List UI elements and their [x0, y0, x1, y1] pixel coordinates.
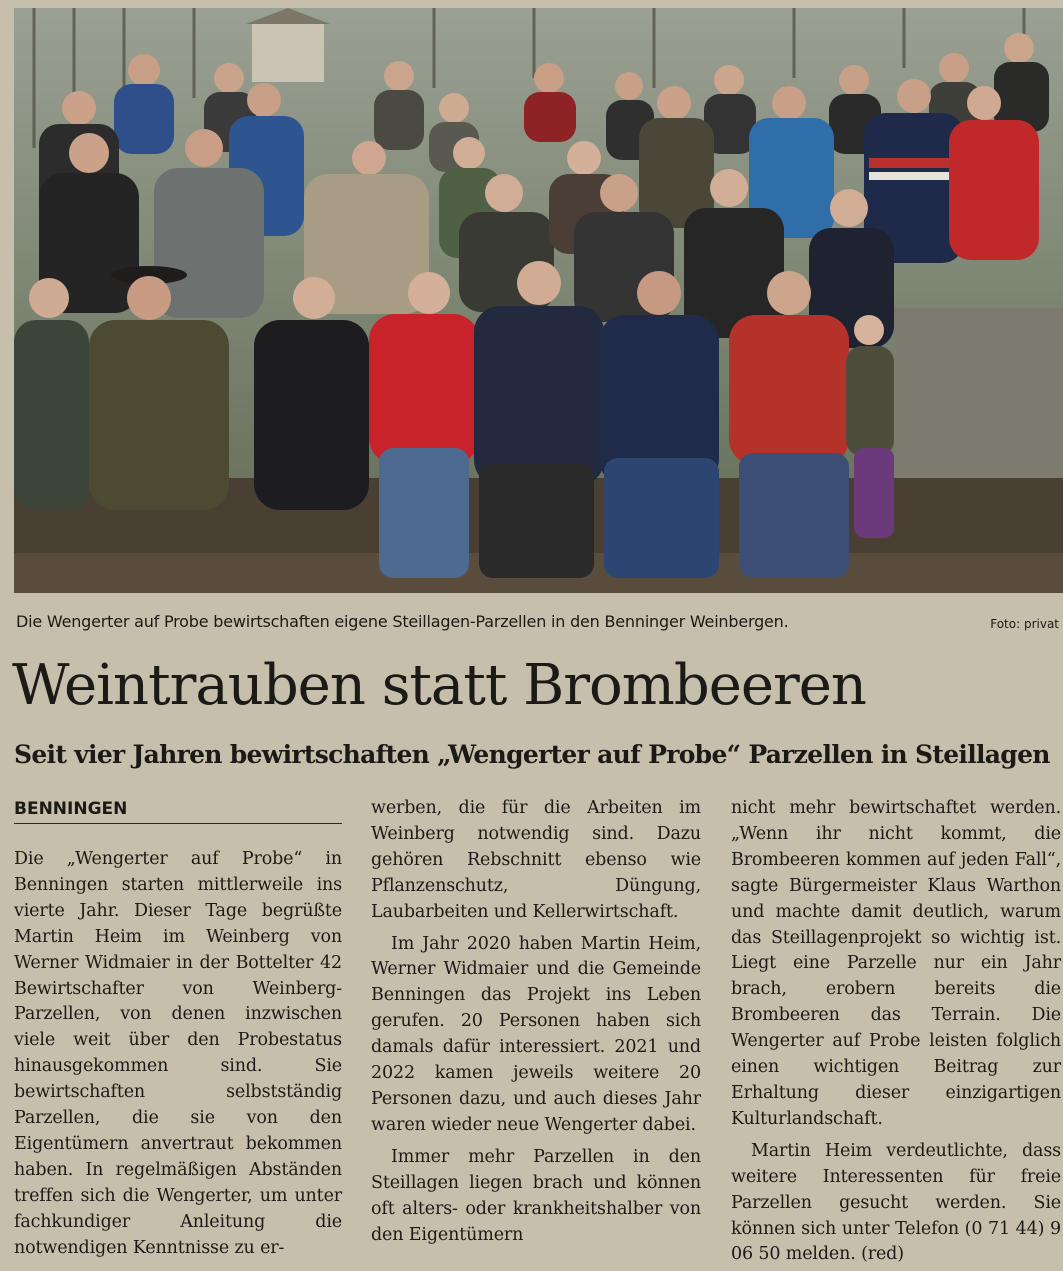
article-column-2 — [371, 796, 701, 1248]
paragraph: Martin Heim verdeutlichte, dass weitere Interessenten für freie Parzellen gesucht werden. Sie können sich unter Telefon (0 71 44) 9 06 50 melden. (red) — [731, 1140, 1061, 1265]
paragraph: Im Jahr 2020 haben Martin Heim, Werner Widmaier und die Gemeinde Benningen das Projekt ins Leben gerufen. 20 Personen haben sich damals dafür interessiert. 2021 und 2022 kamen jeweils weitere 20 Personen dazu, und auch dieses Jahr waren wieder neue Wengerter dabei. — [371, 933, 701, 1135]
group-photo-icon — [14, 8, 1063, 593]
paragraph: Die „Wengerter auf Probe“ in Benningen starten mittlerweile ins vierte Jahr. Dieser Tage begrüßte Martin Heim im Weinberg von Werner Widmaier in der Bottelter 42 Bewirtschafter von Weinberg-Parzellen, von denen inzwischen viele weit über den Probestatus hinausgekommen sind. Sie bewirtschaften selbstständig Parzellen, die sie von den Eigentümern anvertraut bekommen haben. In regelmäßigen Abständen treffen sich die Wengerter, um unter fachkundiger Anleitung die notwendigen Kenntnisse zu er- — [14, 849, 342, 1258]
group-photo — [14, 8, 1063, 593]
headline: Weintrauben statt Brombeeren — [12, 653, 866, 718]
paragraph: nicht mehr bewirtschaftet werden. „Wenn ihr nicht kommt, die Brombeeren kommen auf jeden Fall“, sagte Bürgermeister Klaus Warthon und machte damit deutlich, warum das Steillagenprojekt so wichtig ist. Liegt eine Parzelle nur ein Jahr brach, erobern bereits die Brombeeren das Terrain. Die Wengerter auf Probe leisten folglich einen wichtigen Beitrag zur Erhaltung dieser einzigartigen Kulturlandschaft. — [731, 798, 1061, 1129]
subheadline: Seit vier Jahren bewirtschaften „Wengerter auf Probe“ Parzellen in Steillagen — [14, 740, 1050, 769]
paragraph: werben, die für die Arbeiten im Weinberg notwendig sind. Dazu gehören Rebschnitt ebenso wie Pflanzenschutz, Düngung, Laubarbeiten und Kellerwirtschaft. — [371, 798, 701, 922]
article-column-1 — [14, 847, 342, 1262]
dateline: BENNINGEN — [14, 799, 342, 824]
photo-credit: Foto: privat — [990, 617, 1059, 631]
paragraph: Immer mehr Parzellen in den Steillagen liegen brach und können oft alters- oder krankheitshalber von den Eigentümern — [371, 1146, 701, 1245]
photo-caption: Die Wengerter auf Probe bewirtschaften eigene Steillagen-Parzellen in den Benninger Weinbergen. — [16, 612, 789, 631]
article-column-3 — [731, 796, 1061, 1268]
